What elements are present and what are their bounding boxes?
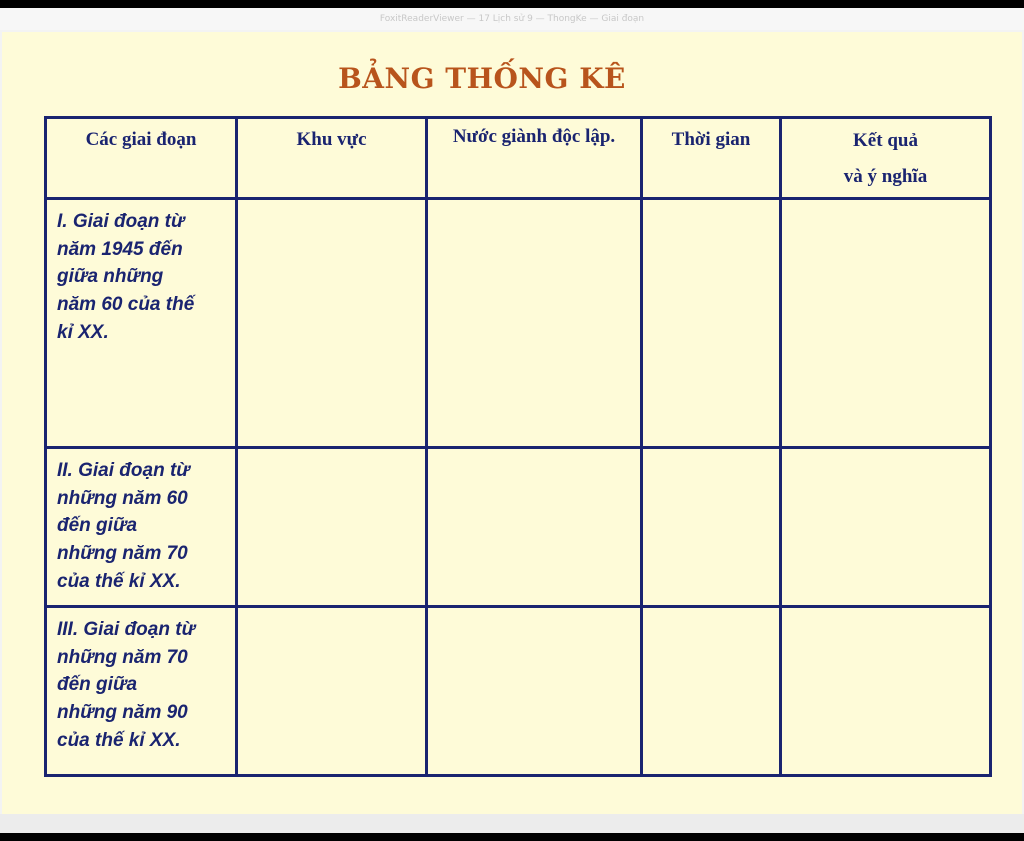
countries-cell[interactable] (427, 199, 642, 448)
table-row (46, 607, 991, 776)
result-cell[interactable] (781, 199, 991, 448)
period-cell (46, 448, 237, 607)
time-cell[interactable] (642, 607, 781, 776)
window-title-bar (0, 8, 1024, 30)
table-row (46, 448, 991, 607)
bottom-strip (0, 814, 1024, 833)
header-time: Thời gian (642, 118, 781, 199)
header-region: Khu vực (237, 118, 427, 199)
window-title: FoxitReaderViewer — 17 Lịch sử 9 — ThongKe — Giai đoạn (379, 14, 645, 24)
countries-cell[interactable] (427, 448, 642, 607)
period-cell (46, 607, 237, 776)
statistics-table (44, 116, 992, 777)
countries-cell[interactable] (427, 607, 642, 776)
region-cell[interactable] (237, 199, 427, 448)
result-cell[interactable] (781, 448, 991, 607)
period-cell (46, 199, 237, 448)
time-cell[interactable] (642, 448, 781, 607)
time-cell[interactable] (642, 199, 781, 448)
table-row (46, 199, 991, 448)
period-label: II. Giai đoạn từ những năm 60 đến giữa những năm 70 của thế kỉ XX. (57, 460, 190, 592)
period-label: III. Giai đoạn từ những năm 70 đến giữa những năm 90 của thế kỉ XX. (57, 619, 196, 751)
result-cell[interactable] (781, 607, 991, 776)
table-header-row (46, 118, 991, 199)
slide-title: BẢNG THỐNG KÊ (338, 62, 626, 95)
region-cell[interactable] (237, 448, 427, 607)
slide (2, 32, 1022, 814)
header-result-significance: Kết quả và ý nghĩa (781, 118, 991, 199)
period-label: I. Giai đoạn từ năm 1945 đến giữa những năm 60 của thế kỉ XX. (57, 211, 195, 343)
region-cell[interactable] (237, 607, 427, 776)
header-independent-countries: Nước giành độc lập. (427, 118, 642, 199)
header-periods: Các giai đoạn (46, 118, 237, 199)
viewer-frame (0, 8, 1024, 833)
